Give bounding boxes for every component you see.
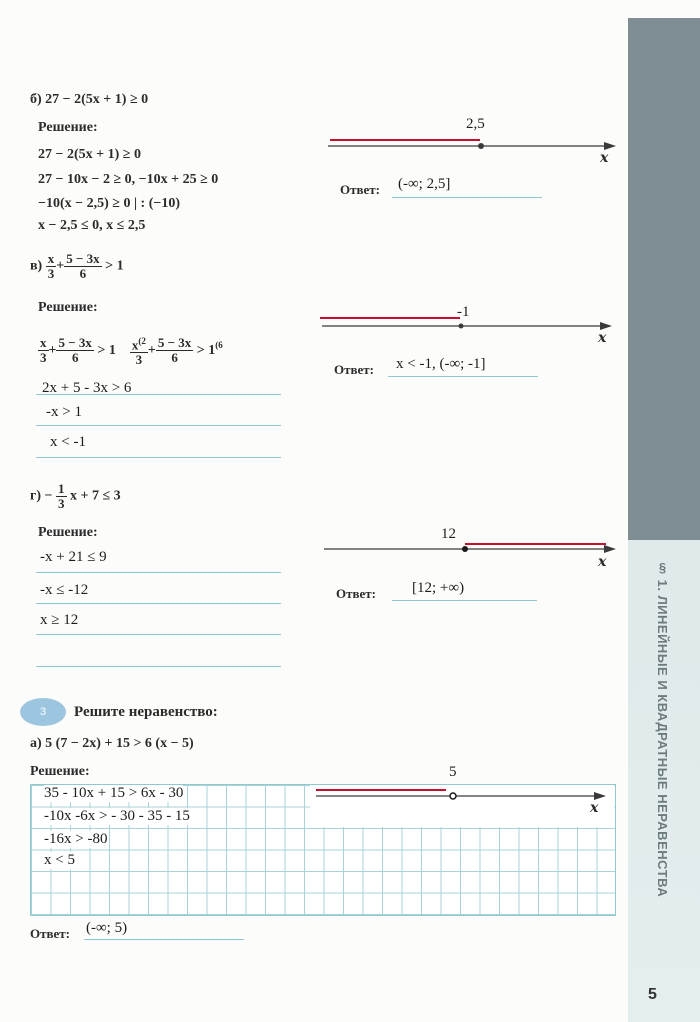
- task-a-hand-line-2: -10x -6x > - 30 - 35 - 15: [44, 808, 190, 824]
- task-v-t3-num-text: x: [131, 337, 139, 353]
- task-g-underline-4: [36, 666, 281, 667]
- task-v-point: [459, 324, 464, 329]
- task-b-answer-underline: [392, 197, 542, 198]
- task-a-answer-underline: [84, 939, 244, 940]
- task-v-hand-line-3: x < -1: [50, 434, 86, 450]
- task-a-label: а) 5 (7 − 2x) + 15 > 6 (x − 5): [30, 736, 194, 751]
- task-a-hand-line-3: -16x > -80: [44, 831, 108, 847]
- task-g-number-line: [320, 528, 620, 568]
- task-b-axis-label: x: [600, 150, 609, 166]
- task-v-answer: x < -1, (-∞; -1]: [396, 356, 486, 372]
- task-a-answer-label: Ответ:: [30, 926, 71, 941]
- task-g-answer-underline: [392, 600, 537, 601]
- task-b-line-1: 27 − 2(5x + 1) ≥ 0: [38, 147, 141, 162]
- task-v-underline-1: [36, 394, 281, 395]
- task-g-axis-label: x: [598, 554, 607, 570]
- task-g-answer-label: Ответ:: [336, 586, 377, 601]
- task-b-point: [478, 143, 484, 149]
- task-g-point: [462, 546, 468, 552]
- task-a-point-label: 5: [449, 764, 457, 780]
- task-g-frac-den: 3: [58, 496, 65, 511]
- task-g-fraction: [56, 482, 67, 511]
- task-g-axis-arrow: [604, 545, 616, 553]
- task-a-hand-line-1: 35 - 10x + 15 > 6x - 30: [44, 785, 184, 801]
- task-a-answer: (-∞; 5): [86, 920, 128, 936]
- task-v-t-rhs-2: > 1: [196, 342, 216, 358]
- task-v-t-frac-2: [56, 336, 93, 365]
- task-v-sup-2: (6: [215, 340, 223, 351]
- task-g-underline-2: [36, 603, 281, 604]
- task-v-t-frac-4: [156, 336, 193, 365]
- task-g-frac-num: 1: [58, 481, 65, 496]
- task-v-frac2-num: 5 − 3x: [66, 251, 100, 266]
- task-v-t2-den: 6: [71, 350, 79, 366]
- task-b-line-3: −10(x − 2,5) ≥ 0 | : (−10): [38, 196, 181, 211]
- task-g-answer: [12; +∞): [412, 580, 465, 596]
- task-v-t-rhs: > 1: [97, 342, 116, 358]
- task-g-hand-line-2: -x ≤ -12: [40, 582, 89, 598]
- task-g-underline-1: [36, 572, 281, 573]
- task-b-axis-arrow: [604, 142, 616, 150]
- task-g-solution-label: Решение:: [38, 525, 98, 540]
- task-v-hand-line-2: -x > 1: [46, 404, 82, 420]
- task-v-t3-den: 3: [135, 352, 143, 368]
- task-a-axis-arrow: [594, 792, 606, 800]
- task-v-frac1-den: 3: [47, 266, 55, 281]
- task-v-rhs: > 1: [105, 258, 124, 274]
- task-v-fraction-1: [46, 252, 57, 281]
- task-v-axis-label: x: [598, 330, 607, 346]
- task-v-t-frac-1: [38, 336, 49, 365]
- task-v-fraction-2: [64, 252, 101, 281]
- task-a-axis-label: x: [590, 800, 599, 816]
- task-v-t1-num: x: [40, 335, 47, 351]
- task-b-answer: (-∞; 2,5]: [398, 176, 451, 192]
- task-v-answer-label: Ответ:: [334, 362, 375, 377]
- task-b-line-2: 27 − 10x − 2 ≥ 0, −10x + 25 ≥ 0: [38, 172, 219, 187]
- task-v-prefix: в): [30, 258, 43, 274]
- task-b-label: б) 27 − 2(5x + 1) ≥ 0: [30, 92, 149, 107]
- task-v-t2-num: 5 − 3x: [58, 335, 92, 351]
- task-v-t4-num: 5 − 3x: [157, 335, 192, 351]
- task-v-solution-label: Решение:: [38, 300, 98, 315]
- task-v-t-frac-3: [130, 334, 148, 367]
- task-v-frac1-num: x: [47, 251, 55, 266]
- task-b-solution-label: Решение:: [38, 120, 98, 135]
- task-g-hand-line-3: x ≥ 12: [40, 612, 79, 628]
- chapter-title: § 1. ЛИНЕЙНЫЕ И КВАДРАТНЫЕ НЕРАВЕНСТВА: [655, 560, 670, 898]
- task-v-answer-underline: [388, 376, 538, 377]
- task-v-axis-arrow: [600, 322, 612, 330]
- task-g-label: [30, 482, 121, 511]
- task-v-underline-3: [36, 457, 281, 458]
- exercise-instruction: Решите неравенство:: [74, 704, 218, 720]
- task-v-label: в) $\frac{x}{3}$ + $\frac{5 - 3x}{6}$ > 1: [30, 251, 124, 281]
- task-v-t3-num: [130, 334, 148, 353]
- task-a-number-line: [312, 782, 612, 812]
- task-v-frac2-den: 6: [79, 266, 87, 281]
- task-g-underline-3: [36, 634, 281, 635]
- task-b-point-label: 2,5: [466, 116, 485, 132]
- task-v-sup-1: (2: [138, 336, 146, 346]
- task-v-underline-2: [36, 425, 281, 426]
- task-g-hand-line-1: -x + 21 ≤ 9: [40, 549, 107, 565]
- task-v-point-label: -1: [457, 304, 470, 320]
- task-a-point: [450, 793, 456, 799]
- task-g-point-label: 12: [441, 526, 456, 542]
- task-b-line-4: x − 2,5 ≤ 0, x ≤ 2,5: [38, 218, 146, 233]
- task-g-suffix: x + 7 ≤ 3: [70, 488, 121, 504]
- task-b-answer-label: Ответ:: [340, 182, 381, 197]
- task-v-t4-den: 6: [171, 350, 178, 366]
- task-a-solution-label: Решение:: [30, 764, 90, 779]
- task-v-t1-den: 3: [40, 350, 47, 366]
- task-v-hand-line-1: 2x + 5 - 3x > 6: [42, 380, 132, 396]
- task-g-prefix: г) −: [30, 488, 53, 504]
- page-number: 5: [648, 986, 657, 1003]
- task-a-hand-line-4: x < 5: [44, 852, 75, 868]
- exercise-number-badge: 3: [20, 698, 66, 726]
- task-v-transform: $\frac{x}{3}$ + $\frac{5 - 3x}{6}$ > 1 $\frac{x^{(2}}{3}$ + $\frac{5 - 3x}{6}$ > $1^{(6}$: [40, 335, 223, 368]
